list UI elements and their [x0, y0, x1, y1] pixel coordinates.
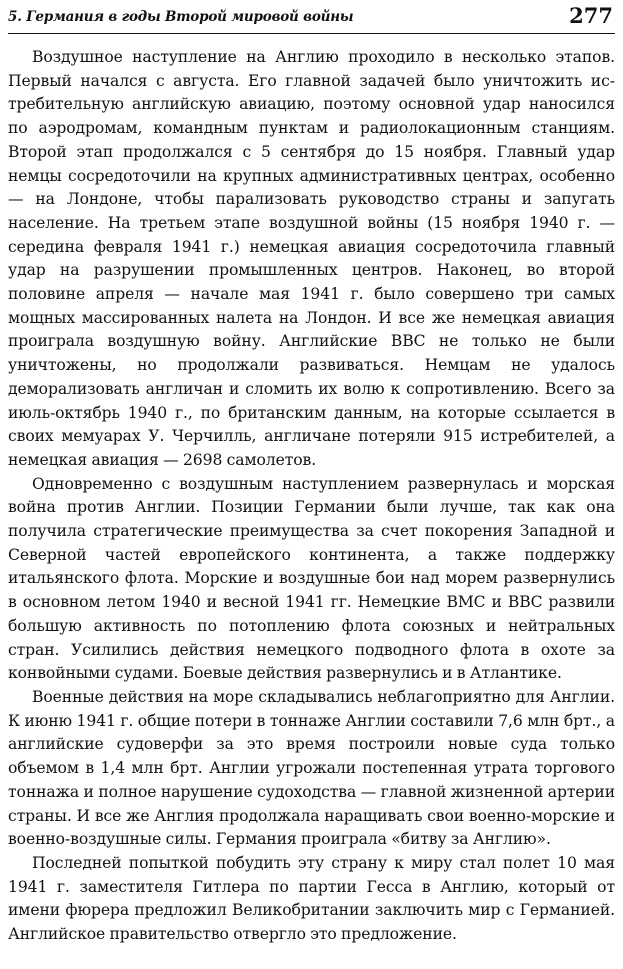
paragraph-air-offensive: Воздушное наступление на Англию проходило в несколько этапов. Первый начался с августа. Его главной задачей было уничтожить истребительную английскую авиацию, поэтому основной удар наносился по аэродромам, командным пунктам и радиолокационным станциям. Второй этап продолжался с 5 сентября до 15 ноября. Главный удар немцы сосредоточили на крупных административных центрах, особенно — на Лондоне, чтобы парализовать руководство страны и запугать население. На третьем этапе воздушной войны (15 ноября 1940 г. — середина февраля 1941 г.) немецкая авиация сосредоточила главный удар на разрушении промышленных центров. Наконец, во второй половине апреля — начале мая 1941 г. было совершено три самых мощных массированных налета на Лондон. И все же немецкая авиация проиграла воздушную войну. Английские ВВС не только не были уничтожены, но продолжали развиваться. Немцам не удалось деморализовать англичан и сломить их волю к сопротивлению. Всего за июль-октябрь 1940 г., по британским данным, на которые ссылается в своих мемуарах У. Черчилль, англичане потеряли 915 истребителей, а немецкая авиация — 2698 самолетов.	[8, 48, 615, 469]
running-title: 5. Германия в годы Второй мировой войны	[8, 9, 354, 25]
paragraph-hess-flight: Последней попыткой побудить эту страну к миру стал полет 10 мая 1941 г. заместителя Гитлера по партии Гесса в Англию, который от имени фюрера предложил Великобритании заключить мир с Германией. Английское правительство отвергло это предложение.	[8, 853, 615, 944]
running-header	[8, 0, 615, 34]
paragraph-sea-losses: Военные действия на море складывались неблагоприятно для Англии. К июню 1941 г. общие потери в тоннаже Англии составили 7,6 млн брт., а английские судоверфи за это время построили новые суда только объемом в 1,4 млн брт. Англии угрожали постепенная утрата торгового тоннажа и полное нарушение судоходства — главной жизненной артерии страны. И все же Англия продолжала наращивать свои военно-морские и военно-воздушные силы. Германия проиграла «битву за Англию».	[8, 687, 615, 849]
body-text	[8, 46, 615, 947]
paragraph-naval-war: Одновременно с воздушным наступлением развернулась и морская война против Англии. Позиции Германии были лучше, так как она получила стратегические преимущества за счет покорения Западной и Северной частей европейского континента, а также поддержку итальянского флота. Морские и воздушные бои над морем развернулись в основном летом 1940 и весной 1941 гг. Немецкие ВМС и ВВС развили большую активность по потоплению флота союзных и нейтральных стран. Усилились действия немецкого подводного флота в охоте за конвойными судами. Боевые действия развернулись и в Атлантике.	[8, 474, 615, 683]
page-number: 277	[569, 3, 613, 28]
